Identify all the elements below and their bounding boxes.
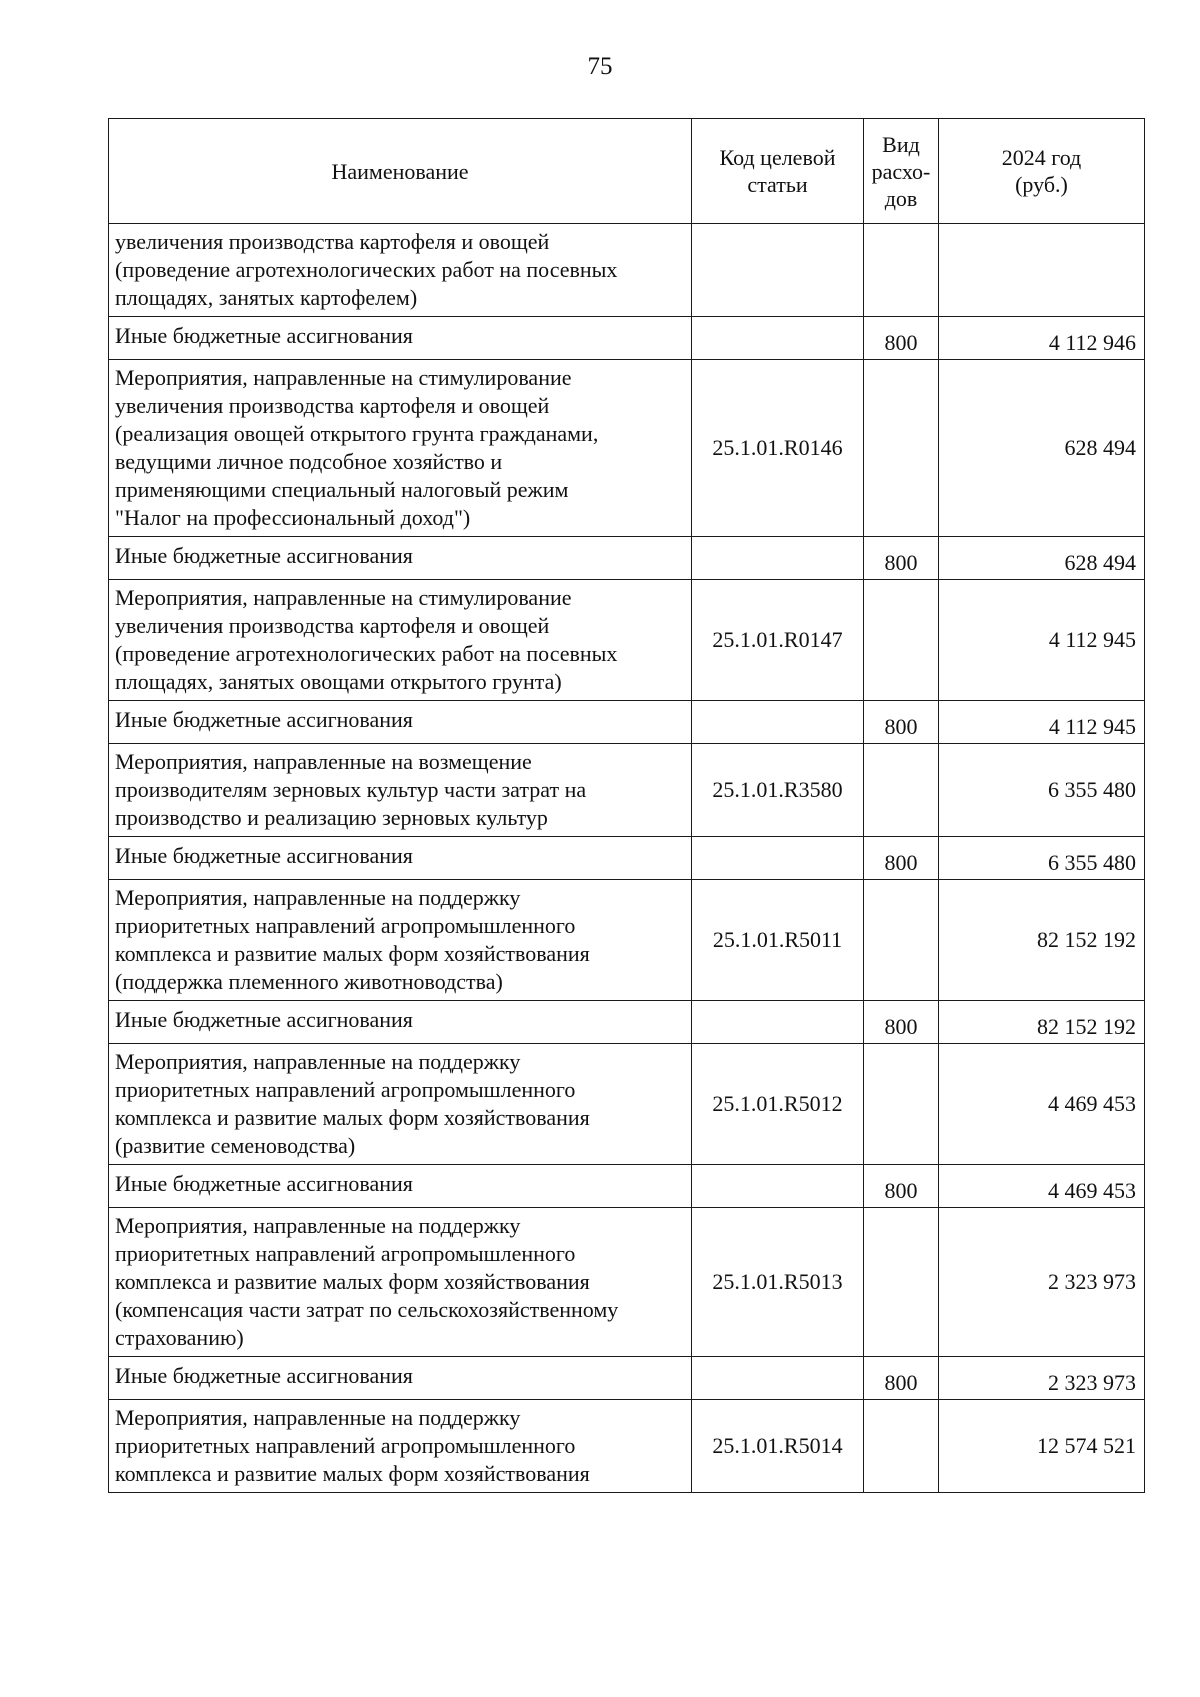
row-amount-cell: 6 355 480 [939, 744, 1145, 837]
table-row [109, 1001, 1145, 1044]
row-amount-cell: 6 355 480 [939, 837, 1145, 880]
row-type-cell: 800 [864, 1165, 939, 1208]
row-name-cell: Иные бюджетные ассигнования [109, 837, 692, 880]
table-row [109, 1208, 1145, 1357]
table-row [109, 1357, 1145, 1400]
table-row [109, 360, 1145, 537]
row-amount-cell: 82 152 192 [939, 880, 1145, 1001]
row-amount-cell: 4 112 946 [939, 317, 1145, 360]
row-type-cell [864, 360, 939, 537]
row-type-cell: 800 [864, 317, 939, 360]
row-type-cell [864, 224, 939, 317]
row-amount-cell: 628 494 [939, 537, 1145, 580]
table-row [109, 317, 1145, 360]
row-code-cell: 25.1.01.R0146 [692, 360, 864, 537]
row-type-cell [864, 1208, 939, 1357]
table-row [109, 1400, 1145, 1493]
row-type-cell [864, 744, 939, 837]
row-code-cell [692, 224, 864, 317]
row-name-cell: Мероприятия, направленные на поддержку приоритетных направлений агропромышленного комплекса и развитие малых форм хозяйствования [109, 1400, 692, 1493]
row-name-cell: Иные бюджетные ассигнования [109, 701, 692, 744]
table-row [109, 1044, 1145, 1165]
row-name-cell: Иные бюджетные ассигнования [109, 317, 692, 360]
row-type-cell: 800 [864, 1357, 939, 1400]
row-code-cell: 25.1.01.R5014 [692, 1400, 864, 1493]
row-type-cell: 800 [864, 1001, 939, 1044]
table-row [109, 1165, 1145, 1208]
row-code-cell: 25.1.01.R5012 [692, 1044, 864, 1165]
table-row [109, 837, 1145, 880]
row-code-cell: 25.1.01.R5011 [692, 880, 864, 1001]
row-amount-cell: 4 469 453 [939, 1165, 1145, 1208]
page-number: 75 [587, 53, 613, 80]
row-code-cell [692, 701, 864, 744]
row-name-cell: Иные бюджетные ассигнования [109, 537, 692, 580]
row-amount-cell: 4 112 945 [939, 580, 1145, 701]
row-name-cell: Мероприятия, направленные на стимулирование увеличения производства картофеля и овощей (проведение агротехнологических работ на посевных площадях, занятых овощами открытого грунта) [109, 580, 692, 701]
row-name-cell: увеличения производства картофеля и овощей (проведение агротехнологических работ на посевных площадях, занятых картофелем) [109, 224, 692, 317]
row-name-cell: Иные бюджетные ассигнования [109, 1165, 692, 1208]
row-name-cell: Мероприятия, направленные на поддержку приоритетных направлений агропромышленного комплекса и развитие малых форм хозяйствования (компенсация части затрат по сельскохозяйственному страхованию) [109, 1208, 692, 1357]
table-row [109, 580, 1145, 701]
row-type-cell [864, 880, 939, 1001]
row-type-cell: 800 [864, 701, 939, 744]
row-type-cell: 800 [864, 837, 939, 880]
table-row [109, 224, 1145, 317]
row-code-cell [692, 1165, 864, 1208]
header-type: Вид расхо- дов [864, 119, 939, 224]
row-amount-cell: 4 469 453 [939, 1044, 1145, 1165]
table-row [109, 880, 1145, 1001]
row-code-cell [692, 317, 864, 360]
row-code-cell [692, 537, 864, 580]
row-name-cell: Мероприятия, направленные на возмещение производителям зерновых культур части затрат на производство и реализацию зерновых культур [109, 744, 692, 837]
row-code-cell: 25.1.01.R5013 [692, 1208, 864, 1357]
table-row [109, 701, 1145, 744]
row-type-cell: 800 [864, 537, 939, 580]
row-amount-cell: 628 494 [939, 360, 1145, 537]
row-type-cell [864, 580, 939, 701]
row-amount-cell: 4 112 945 [939, 701, 1145, 744]
row-name-cell: Иные бюджетные ассигнования [109, 1001, 692, 1044]
row-code-cell [692, 837, 864, 880]
header-code: Код целевой статьи [692, 119, 864, 224]
table-header-row [109, 119, 1145, 224]
row-amount-cell: 2 323 973 [939, 1357, 1145, 1400]
row-amount-cell: 12 574 521 [939, 1400, 1145, 1493]
header-name: Наименование [109, 119, 692, 224]
row-code-cell: 25.1.01.R3580 [692, 744, 864, 837]
row-name-cell: Мероприятия, направленные на поддержку приоритетных направлений агропромышленного комплекса и развитие малых форм хозяйствования (поддержка племенного животноводства) [109, 880, 692, 1001]
row-amount-cell: 82 152 192 [939, 1001, 1145, 1044]
table-row [109, 537, 1145, 580]
row-code-cell: 25.1.01.R0147 [692, 580, 864, 701]
table-row [109, 744, 1145, 837]
budget-table [108, 118, 1145, 1493]
row-type-cell [864, 1400, 939, 1493]
row-amount-cell: 2 323 973 [939, 1208, 1145, 1357]
row-code-cell [692, 1357, 864, 1400]
row-name-cell: Мероприятия, направленные на поддержку приоритетных направлений агропромышленного комплекса и развитие малых форм хозяйствования (развитие семеноводства) [109, 1044, 692, 1165]
row-code-cell [692, 1001, 864, 1044]
row-amount-cell [939, 224, 1145, 317]
row-type-cell [864, 1044, 939, 1165]
row-name-cell: Иные бюджетные ассигнования [109, 1357, 692, 1400]
header-amount: 2024 год (руб.) [939, 119, 1145, 224]
row-name-cell: Мероприятия, направленные на стимулирование увеличения производства картофеля и овощей (реализация овощей открытого грунта гражданами, ведущими личное подсобное хозяйство и применяющими специальный налоговый режим "Налог на профессиональный доход") [109, 360, 692, 537]
